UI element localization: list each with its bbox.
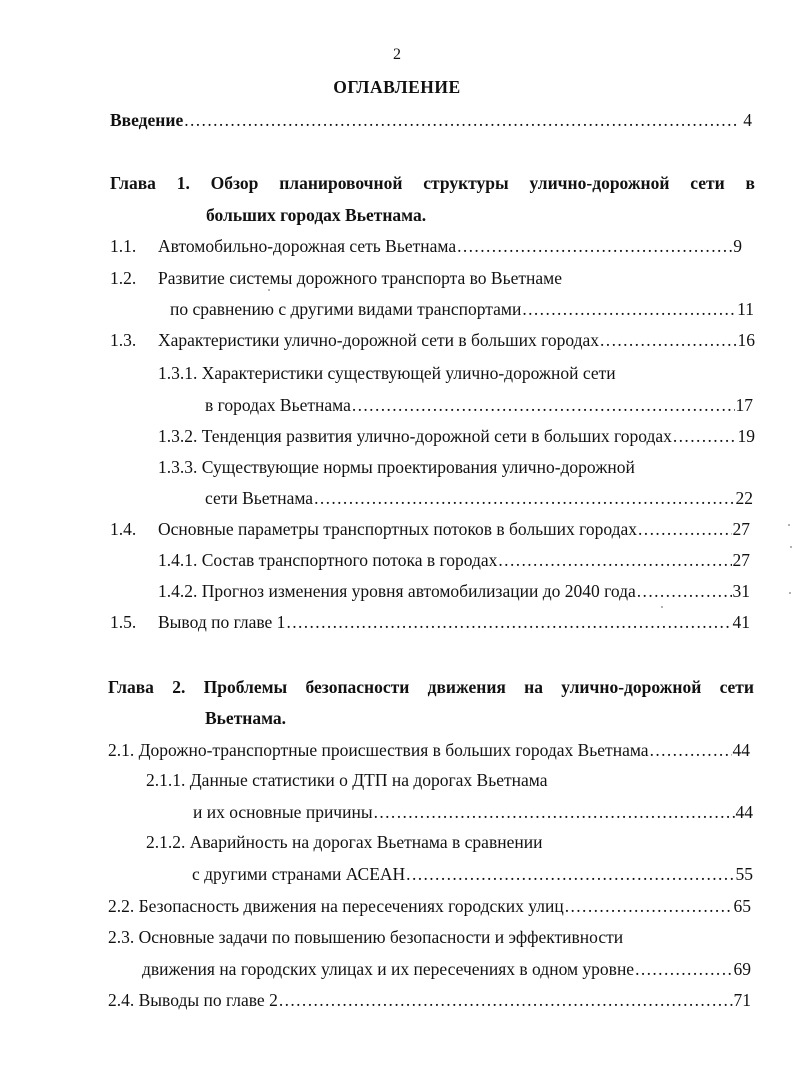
toc-number: 1.1.: [110, 236, 137, 256]
toc-entry-1-1: [158, 235, 742, 257]
heading-word: Проблемы: [203, 677, 288, 697]
heading-word: Глава: [108, 677, 154, 697]
toc-number: 1.5.: [110, 612, 137, 632]
toc-number: 1.2.: [110, 268, 137, 288]
heading-word: безопасности: [305, 677, 410, 697]
toc-page: 69: [733, 959, 751, 979]
chapter-2-heading-line2: Вьетнама.: [205, 708, 287, 728]
toc-page: 65: [733, 896, 751, 916]
toc-number: 1.3.: [110, 330, 137, 350]
toc-page: 44: [732, 740, 750, 760]
leader-dots: [522, 298, 736, 320]
heading-word: Глава: [110, 173, 156, 193]
toc-entry-1-3-3: [205, 487, 753, 509]
heading-word: движения: [427, 677, 506, 697]
toc-page: 44: [735, 802, 753, 822]
leader-dots: [374, 801, 735, 823]
page-title: ОГЛАВЛЕНИЕ: [333, 77, 461, 97]
leader-dots: [286, 611, 731, 633]
toc-label: Основные параметры транспортных потоков в больших городах: [158, 519, 638, 539]
leader-dots: [673, 425, 737, 447]
toc-page: 22: [735, 488, 753, 508]
heading-word: улично-дорожной: [561, 677, 702, 697]
toc-page: 19: [737, 426, 755, 446]
toc-entry-1-4-1: [158, 549, 750, 571]
toc-entry-2-4: [108, 989, 751, 1011]
toc-page: 31: [732, 581, 750, 601]
toc-page: 27: [732, 550, 750, 570]
scan-speck: [789, 592, 791, 594]
leader-dots: [650, 739, 732, 761]
toc-page: 11: [737, 299, 754, 319]
chapter-1-heading-line2: больших городах Вьетнама.: [206, 205, 427, 225]
leader-dots: [565, 895, 733, 917]
heading-word: сети: [690, 173, 725, 193]
toc-label: 1.3.3. Существующие нормы проектирования улично-дорожной: [158, 457, 635, 477]
toc-page: 9: [733, 236, 742, 256]
toc-label: движения на городских улицах и их пересечениях в одном уровне: [142, 959, 635, 979]
toc-page: 16: [737, 330, 755, 350]
leader-dots: [457, 235, 732, 257]
scan-speck: [790, 546, 792, 548]
leader-dots: [637, 580, 732, 602]
heading-word: планировочной: [279, 173, 403, 193]
scan-speck: [661, 606, 663, 608]
toc-label: с другими странами АСЕАН: [192, 864, 406, 884]
toc-entry-2-1-1: [193, 801, 753, 823]
toc-entry-1-4: [158, 518, 750, 540]
heading-word: улично-дорожной: [529, 173, 670, 193]
toc-label: Развитие системы дорожного транспорта во Вьетнаме: [158, 268, 562, 288]
toc-label: 2.3. Основные задачи по повышению безопасности и эффективности: [108, 927, 624, 947]
toc-label: 1.4.1. Состав транспортного потока в городах: [158, 550, 498, 570]
leader-dots: [600, 329, 736, 351]
leader-dots: [635, 958, 732, 980]
heading-word: сети: [719, 677, 754, 697]
toc-label: Вывод по главе 1: [158, 612, 286, 632]
toc-entry-1-2: [170, 298, 754, 320]
heading-word: на: [524, 677, 543, 697]
leader-dots: [406, 863, 734, 885]
scan-speck: [268, 289, 270, 291]
toc-label: 1.4.2. Прогноз изменения уровня автомобилизации до 2040 года: [158, 581, 636, 601]
leader-dots: [352, 394, 735, 416]
leader-dots: [184, 109, 738, 131]
toc-label: 2.4. Выводы по главе 2: [108, 990, 278, 1010]
page-number: 2: [393, 46, 401, 63]
toc-label: 2.1.1. Данные статистики о ДТП на дорогах Вьетнама: [146, 770, 548, 790]
toc-entry-2-1: [108, 739, 750, 761]
toc-page: 55: [735, 864, 753, 884]
leader-dots: [638, 518, 731, 540]
toc-label: и их основные причины: [193, 802, 373, 822]
toc-label: 1.3.2. Тенденция развития улично-дорожной сети в больших городах: [158, 426, 672, 446]
toc-page: 4: [743, 110, 752, 130]
toc-entry-1-3: [158, 329, 755, 351]
toc-label: Введение: [110, 110, 184, 130]
toc-entry-1-5: [158, 611, 750, 633]
heading-word: в: [745, 173, 755, 193]
toc-label: 1.3.1. Характеристики существующей улично-дорожной сети: [158, 363, 616, 383]
toc-entry-2-2: [108, 895, 751, 917]
heading-word: 2.: [172, 677, 186, 697]
toc-page: 41: [732, 612, 750, 632]
chapter-1-heading: [110, 172, 755, 194]
toc-label: Характеристики улично-дорожной сети в больших городах: [158, 330, 600, 350]
scan-speck: [788, 524, 790, 526]
toc-label: Автомобильно-дорожная сеть Вьетнама: [158, 236, 457, 256]
toc-entry-2-1-2: [192, 863, 753, 885]
toc-entry-1-3-2: [158, 425, 755, 447]
toc-label: 2.2. Безопасность движения на пересечениях городских улиц: [108, 896, 564, 916]
leader-dots: [314, 487, 734, 509]
toc-page: 27: [732, 519, 750, 539]
heading-word: Обзор: [210, 173, 259, 193]
toc-label: в городах Вьетнама: [205, 395, 351, 415]
toc-number: 1.4.: [110, 519, 137, 539]
toc-label: по сравнению с другими видами транспортами: [170, 299, 522, 319]
toc-label: сети Вьетнама: [205, 488, 314, 508]
heading-word: 1.: [176, 173, 190, 193]
toc-page: 17: [735, 395, 753, 415]
toc-label: 2.1. Дорожно-транспортные происшествия в больших городах Вьетнама: [108, 740, 649, 760]
toc-entry-1-4-2: [158, 580, 750, 602]
toc-page: 71: [733, 990, 751, 1010]
chapter-2-heading: [108, 676, 754, 698]
leader-dots: [279, 989, 733, 1011]
toc-entry-intro: [110, 109, 752, 131]
leader-dots: [498, 549, 731, 571]
toc-label: 2.1.2. Аварийность на дорогах Вьетнама в сравнении: [146, 832, 543, 852]
heading-word: структуры: [423, 173, 509, 193]
toc-entry-1-3-1: [205, 394, 753, 416]
toc-entry-2-3: [142, 958, 751, 980]
